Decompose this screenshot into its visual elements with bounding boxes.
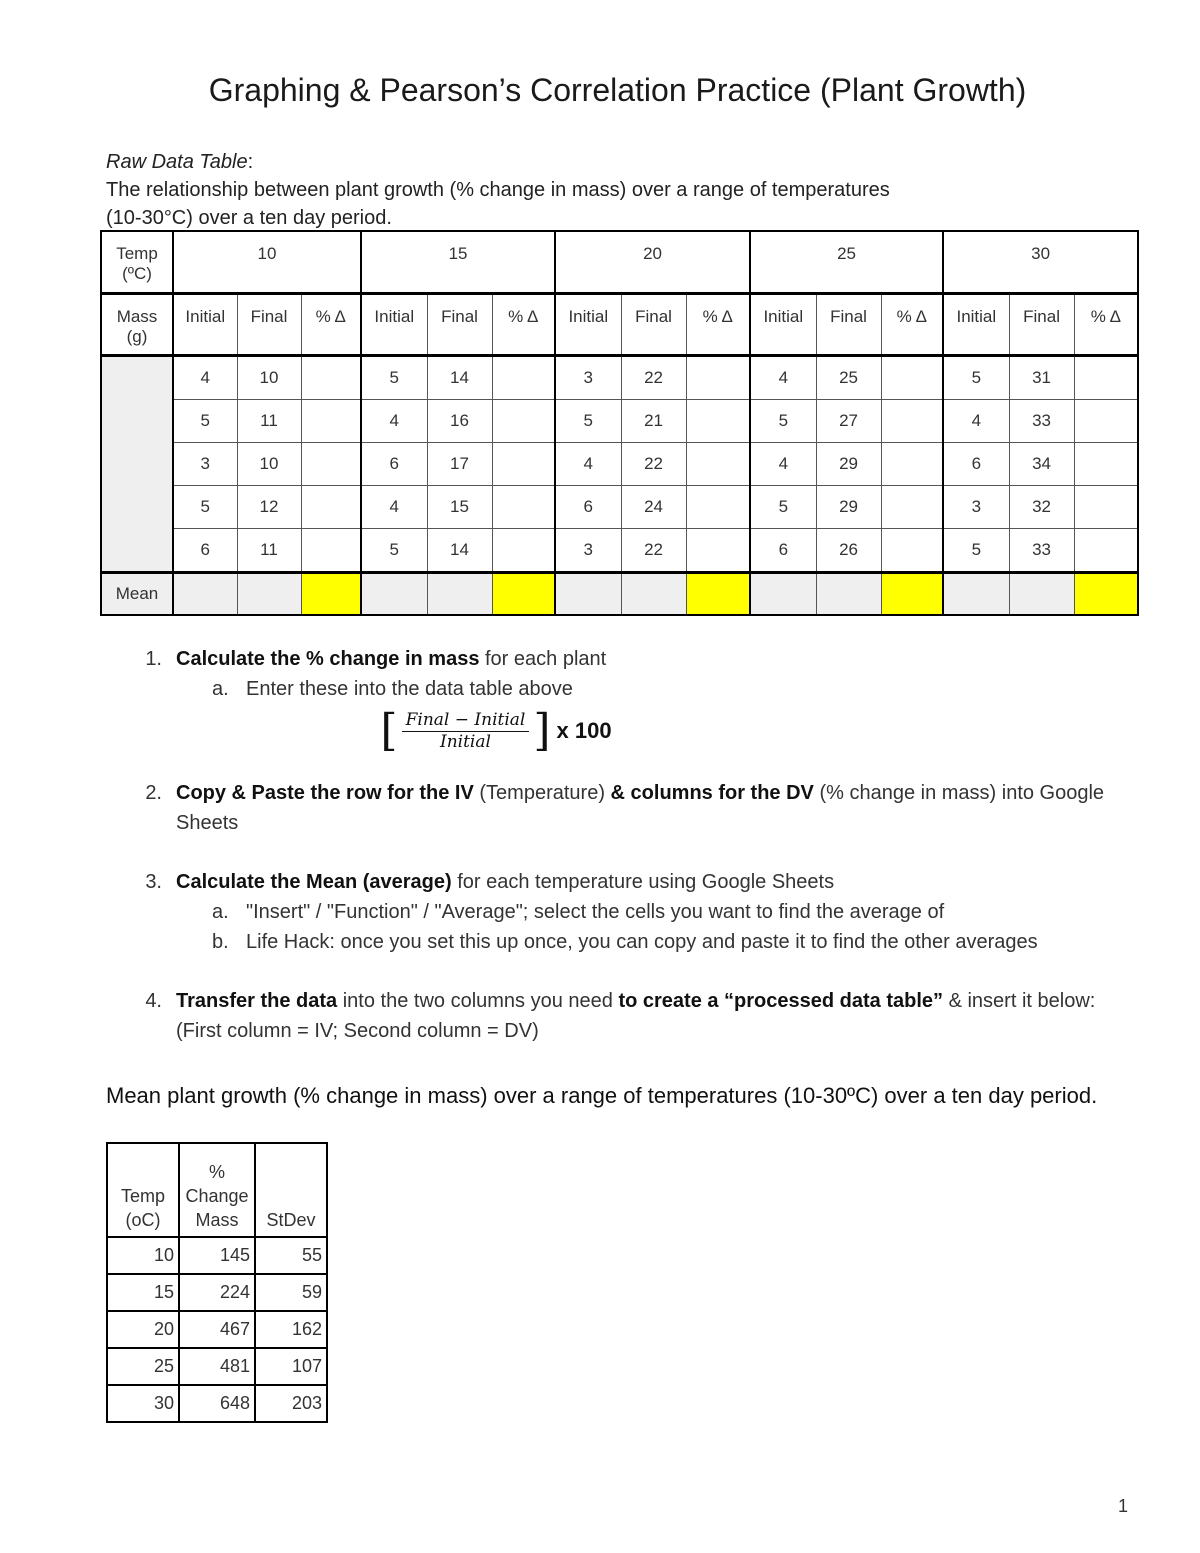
sub-step-text: Enter these into the data table above xyxy=(246,678,573,700)
mean-row xyxy=(101,572,1138,615)
mass-value-cell: 25 xyxy=(816,355,881,399)
mass-value-cell: 4 xyxy=(361,399,427,442)
mean-cell[interactable] xyxy=(621,572,686,615)
step-text xyxy=(176,778,1120,838)
mean-cell[interactable] xyxy=(427,572,492,615)
processed-value-cell: 59 xyxy=(255,1274,327,1311)
percent-change-cell[interactable] xyxy=(686,399,750,442)
mass-value-cell: 6 xyxy=(750,528,816,572)
mass-value-cell: 21 xyxy=(621,399,686,442)
mass-value-cell: 22 xyxy=(621,355,686,399)
table-row xyxy=(101,355,1138,399)
instruction-step xyxy=(140,644,1120,758)
step-bold-text: Copy & Paste the row for the IV xyxy=(176,782,474,804)
mass-value-cell: 6 xyxy=(555,485,621,528)
mass-value-cell: 24 xyxy=(621,485,686,528)
mass-label: Mass xyxy=(116,306,158,326)
percent-change-cell[interactable] xyxy=(301,528,361,572)
sub-header-cell: Initial xyxy=(173,293,237,355)
step-text xyxy=(176,986,1120,1046)
mean-cell[interactable] xyxy=(816,572,881,615)
processed-header-cell xyxy=(179,1143,255,1237)
step-plain-text: for each plant xyxy=(479,648,607,670)
table-row xyxy=(101,528,1138,572)
percent-change-cell[interactable] xyxy=(492,355,555,399)
sub-header-cell: % Δ xyxy=(881,293,943,355)
page-number: 1 xyxy=(1118,1496,1129,1516)
mass-value-cell: 12 xyxy=(237,485,301,528)
temp-header-cell xyxy=(101,231,173,293)
mean-label: Mean xyxy=(101,572,173,615)
processed-value-cell: 107 xyxy=(255,1348,327,1385)
formula-fraction xyxy=(402,710,530,752)
mass-value-cell: 5 xyxy=(361,528,427,572)
percent-change-cell[interactable] xyxy=(881,399,943,442)
percent-change-cell[interactable] xyxy=(1074,485,1138,528)
step-text xyxy=(176,644,1120,674)
mass-value-cell: 34 xyxy=(1009,442,1074,485)
step-bold-text: Transfer the data xyxy=(176,990,338,1012)
sub-step-letter: a. xyxy=(212,901,229,923)
processed-value-cell: 55 xyxy=(255,1237,327,1274)
sub-header-cell: Final xyxy=(427,293,492,355)
processed-value-cell: 145 xyxy=(179,1237,255,1274)
sub-header-cell: Initial xyxy=(555,293,621,355)
sub-header-cell: Initial xyxy=(361,293,427,355)
step-number: 2. xyxy=(145,782,162,804)
header-line: (oC) xyxy=(125,1210,161,1230)
instruction-step xyxy=(140,986,1120,1046)
step-number: 4. xyxy=(145,990,162,1012)
page-title: Graphing & Pearson’s Correlation Practice (Plant Growth) xyxy=(208,72,1027,108)
temp-header-row xyxy=(101,231,1138,293)
percent-change-cell[interactable] xyxy=(301,355,361,399)
sub-step-text: Life Hack: once you set this up once, you can copy and paste it to find the other averages xyxy=(246,931,1038,953)
mass-value-cell: 5 xyxy=(943,528,1009,572)
sub-step-text: "Insert" / "Function" / "Average"; select the cells you want to find the average of xyxy=(246,901,945,923)
mass-value-cell: 29 xyxy=(816,485,881,528)
processed-value-cell: 224 xyxy=(179,1274,255,1311)
mass-value-cell: 26 xyxy=(816,528,881,572)
step-bold-text: & columns for the DV xyxy=(610,782,814,804)
sub-step xyxy=(176,927,1120,957)
percent-change-cell[interactable] xyxy=(686,442,750,485)
mass-value-cell: 27 xyxy=(816,399,881,442)
formula-numerator: Final − Initial xyxy=(402,710,530,732)
table-row xyxy=(101,442,1138,485)
processed-header-cell xyxy=(255,1143,327,1237)
header-line: Change xyxy=(185,1186,249,1206)
step-plain-text: for each temperature using Google Sheets xyxy=(451,871,835,893)
sub-header-cell: Final xyxy=(816,293,881,355)
table-row xyxy=(107,1385,327,1422)
mass-value-cell: 10 xyxy=(237,355,301,399)
sub-step xyxy=(176,674,1120,704)
step-text xyxy=(176,867,1120,897)
percent-change-cell[interactable] xyxy=(492,528,555,572)
mass-value-cell: 5 xyxy=(361,355,427,399)
percent-change-cell[interactable] xyxy=(686,355,750,399)
raw-data-label: Raw Data Table xyxy=(106,151,248,173)
step-bold-text: Calculate the % change in mass xyxy=(176,648,480,670)
mass-value-cell: 3 xyxy=(555,355,621,399)
processed-value-cell: 481 xyxy=(179,1348,255,1385)
sub-step-letter: b. xyxy=(212,931,229,953)
temp-label: Temp xyxy=(116,244,158,263)
mean-cell[interactable] xyxy=(750,572,816,615)
row-label-blank xyxy=(101,355,173,572)
temp-unit: (ºC) xyxy=(122,264,152,283)
mass-value-cell: 33 xyxy=(1009,528,1074,572)
percent-change-cell[interactable] xyxy=(881,442,943,485)
mass-value-cell: 5 xyxy=(173,399,237,442)
sub-header-cell: Final xyxy=(621,293,686,355)
mass-value-cell: 5 xyxy=(555,399,621,442)
mass-value-cell: 14 xyxy=(427,355,492,399)
mean-cell[interactable] xyxy=(555,572,621,615)
percent-change-cell[interactable] xyxy=(1074,355,1138,399)
mean-cell[interactable] xyxy=(1009,572,1074,615)
raw-data-colon: : xyxy=(247,151,254,173)
mean-percent-cell[interactable] xyxy=(1074,572,1138,615)
percent-change-cell[interactable] xyxy=(301,442,361,485)
mass-value-cell: 22 xyxy=(621,442,686,485)
temperature-header: 10 xyxy=(173,231,361,293)
mean-cell[interactable] xyxy=(237,572,301,615)
mass-value-cell: 3 xyxy=(943,485,1009,528)
processed-value-cell: 203 xyxy=(255,1385,327,1422)
mass-value-cell: 6 xyxy=(361,442,427,485)
mean-cell[interactable] xyxy=(173,572,237,615)
percent-change-cell[interactable] xyxy=(492,442,555,485)
mass-value-cell: 14 xyxy=(427,528,492,572)
processed-value-cell: 30 xyxy=(107,1385,179,1422)
mass-value-cell: 5 xyxy=(173,485,237,528)
step-plain-text: (Temperature) xyxy=(473,782,611,804)
step-plain-text: (% change in mass) into Google Sheets xyxy=(176,782,1105,834)
sub-header-cell: Final xyxy=(237,293,301,355)
table-row xyxy=(101,485,1138,528)
sub-header-cell: % Δ xyxy=(492,293,555,355)
intro-line-2: (10-30°C) over a ten day period. xyxy=(106,207,392,229)
header-line: StDev xyxy=(266,1210,316,1230)
step-number: 1. xyxy=(145,648,162,670)
sub-step-letter: a. xyxy=(212,678,229,700)
mass-value-cell: 6 xyxy=(173,528,237,572)
sub-header-cell: Initial xyxy=(943,293,1009,355)
processed-value-cell: 10 xyxy=(107,1237,179,1274)
mass-value-cell: 16 xyxy=(427,399,492,442)
mass-value-cell: 31 xyxy=(1009,355,1074,399)
table-row xyxy=(101,399,1138,442)
mean-percent-cell[interactable] xyxy=(881,572,943,615)
mass-value-cell: 4 xyxy=(361,485,427,528)
percent-change-cell[interactable] xyxy=(301,399,361,442)
header-line: % xyxy=(208,1162,225,1182)
intro xyxy=(106,148,1106,232)
mass-value-cell: 32 xyxy=(1009,485,1074,528)
mass-value-cell: 11 xyxy=(237,399,301,442)
formula-multiplier: x 100 xyxy=(556,718,612,743)
mean-percent-cell[interactable] xyxy=(492,572,555,615)
processed-header-row xyxy=(107,1143,327,1237)
percent-change-cell[interactable] xyxy=(686,485,750,528)
temperature-header: 15 xyxy=(361,231,555,293)
mass-value-cell: 4 xyxy=(173,355,237,399)
temperature-header: 20 xyxy=(555,231,750,293)
mass-value-cell: 4 xyxy=(750,442,816,485)
processed-value-cell: 467 xyxy=(179,1311,255,1348)
temperature-header: 30 xyxy=(943,231,1138,293)
sub-header-cell: % Δ xyxy=(686,293,750,355)
percent-change-formula xyxy=(176,704,816,758)
mass-value-cell: 17 xyxy=(427,442,492,485)
mass-value-cell: 11 xyxy=(237,528,301,572)
mass-header-cell xyxy=(101,293,173,355)
instruction-step xyxy=(140,778,1120,838)
percent-change-cell[interactable] xyxy=(1074,442,1138,485)
right-bracket: ] xyxy=(533,705,551,756)
mass-value-cell: 22 xyxy=(621,528,686,572)
percent-change-cell[interactable] xyxy=(1074,399,1138,442)
sub-header-cell: Final xyxy=(1009,293,1074,355)
mass-value-cell: 5 xyxy=(750,399,816,442)
mass-value-cell: 15 xyxy=(427,485,492,528)
mass-value-cell: 4 xyxy=(555,442,621,485)
temperature-header: 25 xyxy=(750,231,943,293)
intro-line-1: The relationship between plant growth (% change in mass) over a range of temperatures xyxy=(106,179,890,201)
sub-header-cell: % Δ xyxy=(301,293,361,355)
mass-value-cell: 5 xyxy=(943,355,1009,399)
left-bracket: [ xyxy=(380,705,398,756)
percent-change-cell[interactable] xyxy=(881,355,943,399)
mean-cell[interactable] xyxy=(361,572,427,615)
mass-header-row xyxy=(101,293,1138,355)
mass-value-cell: 29 xyxy=(816,442,881,485)
processed-value-cell: 15 xyxy=(107,1274,179,1311)
processed-header-cell xyxy=(107,1143,179,1237)
header-line: Temp xyxy=(120,1186,165,1206)
sub-header-cell: Initial xyxy=(750,293,816,355)
step-bold-text: Calculate the Mean (average) xyxy=(176,871,452,893)
processed-value-cell: 162 xyxy=(255,1311,327,1348)
step-bold-text: to create a “processed data table” xyxy=(618,990,944,1012)
percent-change-cell[interactable] xyxy=(881,485,943,528)
mass-value-cell: 4 xyxy=(750,355,816,399)
formula-denominator: Initial xyxy=(439,732,491,752)
mass-value-cell: 3 xyxy=(555,528,621,572)
percent-change-cell[interactable] xyxy=(881,528,943,572)
mass-value-cell: 33 xyxy=(1009,399,1074,442)
percent-change-cell[interactable] xyxy=(492,399,555,442)
processed-value-cell: 20 xyxy=(107,1311,179,1348)
percent-change-cell[interactable] xyxy=(1074,528,1138,572)
processed-data-table xyxy=(106,1142,328,1423)
processed-value-cell: 648 xyxy=(179,1385,255,1422)
processed-table-caption: Mean plant growth (% change in mass) over a range of temperatures (10-30ºC) over a ten day period. xyxy=(106,1083,1098,1108)
mean-cell[interactable] xyxy=(943,572,1009,615)
raw-data-table xyxy=(100,230,1139,616)
instruction-step xyxy=(140,867,1120,957)
table-row xyxy=(107,1311,327,1348)
table-row xyxy=(107,1237,327,1274)
table-row xyxy=(107,1348,327,1385)
sub-step xyxy=(176,897,1120,927)
mean-percent-cell[interactable] xyxy=(686,572,750,615)
mass-value-cell: 10 xyxy=(237,442,301,485)
processed-value-cell: 25 xyxy=(107,1348,179,1385)
header-line: Mass xyxy=(195,1210,239,1230)
instructions-list xyxy=(140,644,1120,1075)
percent-change-cell[interactable] xyxy=(301,485,361,528)
mass-value-cell: 5 xyxy=(750,485,816,528)
step-number: 3. xyxy=(145,871,162,893)
step-plain-text: into the two columns you need xyxy=(337,990,619,1012)
mass-value-cell: 4 xyxy=(943,399,1009,442)
mass-value-cell: 3 xyxy=(173,442,237,485)
sub-header-cell: % Δ xyxy=(1074,293,1138,355)
mass-value-cell: 6 xyxy=(943,442,1009,485)
table-row xyxy=(107,1274,327,1311)
percent-change-cell[interactable] xyxy=(686,528,750,572)
step-plain-text: & insert it below: (First column = IV; Second column = DV) xyxy=(176,990,1096,1042)
mean-percent-cell[interactable] xyxy=(301,572,361,615)
percent-change-cell[interactable] xyxy=(492,485,555,528)
mass-unit: (g) xyxy=(126,326,148,346)
